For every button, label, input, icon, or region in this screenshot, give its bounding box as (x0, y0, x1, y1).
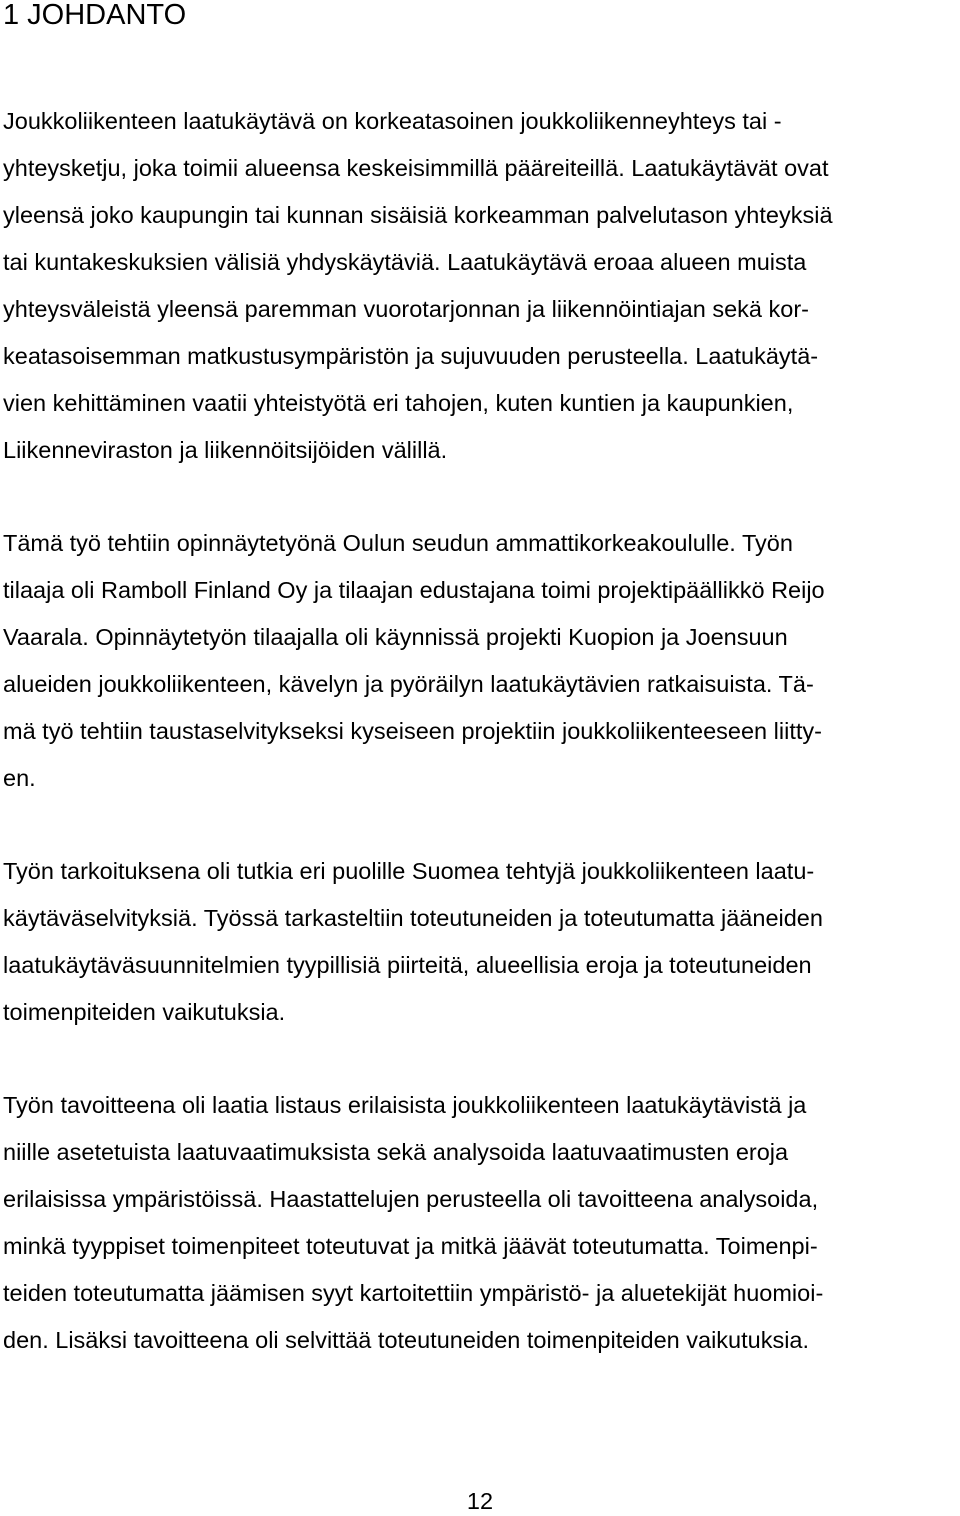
text-line: yhteysketju, joka toimii alueensa keskeisimmillä pääreiteillä. Laatukäytävät ovat (3, 155, 829, 181)
text-line: minkä tyyppiset toimenpiteet toteutuvat ja mitkä jäävät toteutumatta. Toimenpi- (3, 1233, 818, 1259)
text-line: erilaisissa ympäristöissä. Haastattelujen perusteella oli tavoitteena analysoida, (3, 1186, 819, 1212)
text-line: Joukkoliikenteen laatukäytävä on korkeatasoinen joukkoliikenneyhteys tai - (3, 108, 782, 134)
page-number: 12 (466, 1488, 494, 1514)
paragraph-purpose (3, 848, 823, 1036)
text-line: tilaaja oli Ramboll Finland Oy ja tilaajan edustajana toimi projektipäällikkö Reijo (3, 577, 825, 603)
text-line: alueiden joukkoliikenteen, kävelyn ja pyöräilyn laatukäytävien ratkaisuista. Tä- (3, 671, 814, 697)
text-line: keatasoisemman matkustusympäristön ja sujuvuuden perusteella. Laatukäytä- (3, 343, 819, 369)
text-line: toimenpiteiden vaikutuksia. (3, 999, 286, 1025)
paragraph-objectives (3, 1082, 823, 1364)
text-line: Työn tarkoituksena oli tutkia eri puolille Suomea tehtyjä joukkoliikenteen laatu- (3, 858, 815, 884)
text-line: käytäväselvityksiä. Työssä tarkasteltiin toteutuneiden ja toteutumatta jääneiden (3, 905, 823, 931)
text-line: Tämä työ tehtiin opinnäytetyönä Oulun seudun ammattikorkeakoululle. Työn (3, 530, 793, 556)
text-line: Liikenneviraston ja liikennöitsijöiden välillä. (3, 437, 448, 463)
paragraph-commission (3, 520, 825, 802)
text-line: Vaarala. Opinnäytetyön tilaajalla oli käynnissä projekti Kuopion ja Joensuun (3, 624, 788, 650)
text-line: niille asetetuista laatuvaatimuksista sekä analysoida laatuvaatimusten eroja (3, 1139, 789, 1165)
text-line: tai kuntakeskuksien välisiä yhdyskäytäviä. Laatukäytävä eroaa alueen muista (3, 249, 807, 275)
text-line: laatukäytäväsuunnitelmien tyypillisiä piirteitä, alueellisia eroja ja toteutuneiden (3, 952, 812, 978)
text-line: teiden toteutumatta jäämisen syyt kartoitettiin ympäristö- ja aluetekijät huomioi- (3, 1280, 824, 1306)
text-line: mä työ tehtiin taustaselvitykseksi kyseiseen projektiin joukkoliikenteeseen liitty- (3, 718, 822, 744)
paragraph-introduction (3, 98, 833, 474)
text-line: vien kehittäminen vaatii yhteistyötä eri tahojen, kuten kuntien ja kaupunkien, (3, 390, 794, 416)
text-line: den. Lisäksi tavoitteena oli selvittää toteutuneiden toimenpiteiden vaikutuksia. (3, 1327, 810, 1353)
chapter-heading: 1 JOHDANTO (3, 0, 187, 31)
text-line: Työn tavoitteena oli laatia listaus erilaisista joukkoliikenteen laatukäytävistä ja (3, 1092, 807, 1118)
text-line: yhteysväleistä yleensä paremman vuorotarjonnan ja liikennöintiajan sekä kor- (3, 296, 809, 322)
text-line: en. (3, 765, 36, 791)
text-line: yleensä joko kaupungin tai kunnan sisäisiä korkeamman palvelutason yhteyksiä (3, 202, 833, 228)
